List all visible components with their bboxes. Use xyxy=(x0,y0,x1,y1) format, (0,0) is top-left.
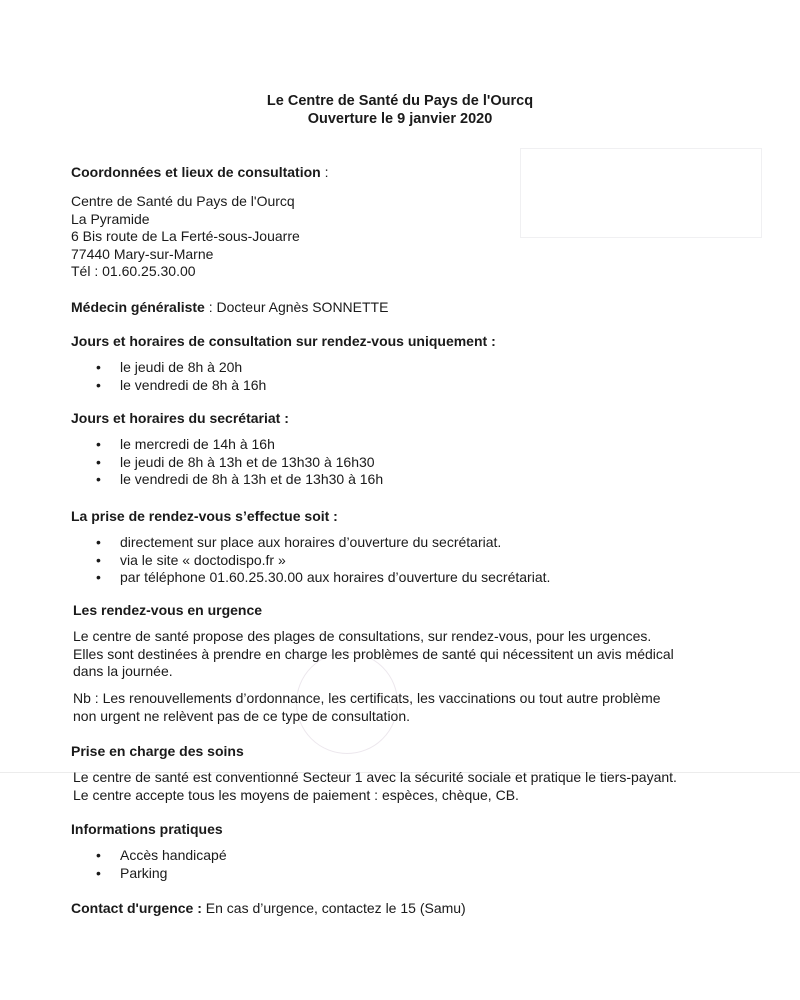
list-item: • Parking xyxy=(96,865,227,883)
emergency-line xyxy=(71,900,466,918)
list-item: • par téléphone 01.60.25.30.00 aux horaires d’ouverture du secrétariat. xyxy=(96,569,550,587)
header-title: Le Centre de Santé du Pays de l'Ourcq xyxy=(266,93,534,109)
paragraph-line: Elles sont destinées à prendre en charge les problèmes de santé qui nécessitent un avis médical xyxy=(73,645,674,662)
secretariat-list xyxy=(96,436,383,489)
practical-list xyxy=(96,847,227,882)
doctor-line xyxy=(71,299,388,317)
urgent-note xyxy=(73,690,773,725)
list-item: • le jeudi de 8h à 20h xyxy=(96,359,266,377)
coords-heading-suffix: : xyxy=(320,164,329,180)
care-paragraph xyxy=(73,769,773,804)
emergency-label: Contact d'urgence : xyxy=(71,900,202,916)
document-header xyxy=(0,92,800,128)
booking-list xyxy=(96,534,550,587)
doctor-label: Médecin généraliste xyxy=(71,299,205,315)
address-phone: Tél : 01.60.25.30.00 xyxy=(71,263,196,279)
emergency-value: En cas d’urgence, contactez le 15 (Samu) xyxy=(201,900,466,916)
paragraph-line: non urgent ne relèvent pas de ce type de consultation. xyxy=(73,707,411,724)
list-item: • le jeudi de 8h à 13h et de 13h30 à 16h30 xyxy=(96,454,383,472)
doctor-name: : Docteur Agnès SONNETTE xyxy=(204,299,389,315)
paragraph-line: Nb : Les renouvellements d’ordonnance, les certificats, les vaccinations ou tout autre problème xyxy=(73,690,661,706)
list-item: • directement sur place aux horaires d’ouverture du secrétariat. xyxy=(96,534,550,552)
urgent-heading: Les rendez-vous en urgence xyxy=(73,602,263,618)
list-item: • le vendredi de 8h à 16h xyxy=(96,377,266,395)
practical-heading: Informations pratiques xyxy=(71,821,223,837)
header-opening-date: Ouverture le 9 janvier 2020 xyxy=(307,111,493,127)
coords-heading: Coordonnées et lieux de consultation xyxy=(71,164,321,180)
address-line: La Pyramide xyxy=(71,210,150,227)
paragraph-line: dans la journée. xyxy=(73,663,173,679)
consult-heading: Jours et horaires de consultation sur rendez-vous uniquement : xyxy=(71,333,496,349)
list-item: • le vendredi de 8h à 13h et de 13h30 à 16h xyxy=(96,471,383,489)
urgent-paragraph xyxy=(73,628,773,681)
address-line: 6 Bis route de La Ferté-sous-Jouarre xyxy=(71,228,300,244)
care-heading: Prise en charge des soins xyxy=(71,743,244,759)
booking-heading: La prise de rendez-vous s’effectue soit : xyxy=(71,508,338,524)
coords-heading-line xyxy=(71,164,328,182)
faint-stamp-box xyxy=(520,148,762,238)
address-line: Centre de Santé du Pays de l'Ourcq xyxy=(71,193,295,209)
address-line: 77440 Mary-sur-Marne xyxy=(71,245,214,262)
consult-list xyxy=(96,359,266,394)
list-item: • le mercredi de 14h à 16h xyxy=(96,436,383,454)
address-block xyxy=(71,193,300,281)
paragraph-line: Le centre de santé est conventionné Secteur 1 avec la sécurité sociale et pratique le tiers-payant. xyxy=(73,769,677,785)
list-item: • via le site « doctodispo.fr » xyxy=(96,552,550,570)
paragraph-line: Le centre accepte tous les moyens de paiement : espèces, chèque, CB. xyxy=(73,786,519,803)
list-item: • Accès handicapé xyxy=(96,847,227,865)
paragraph-line: Le centre de santé propose des plages de consultations, sur rendez-vous, pour les urgences. xyxy=(73,628,652,644)
secretariat-heading: Jours et horaires du secrétariat : xyxy=(71,410,289,426)
